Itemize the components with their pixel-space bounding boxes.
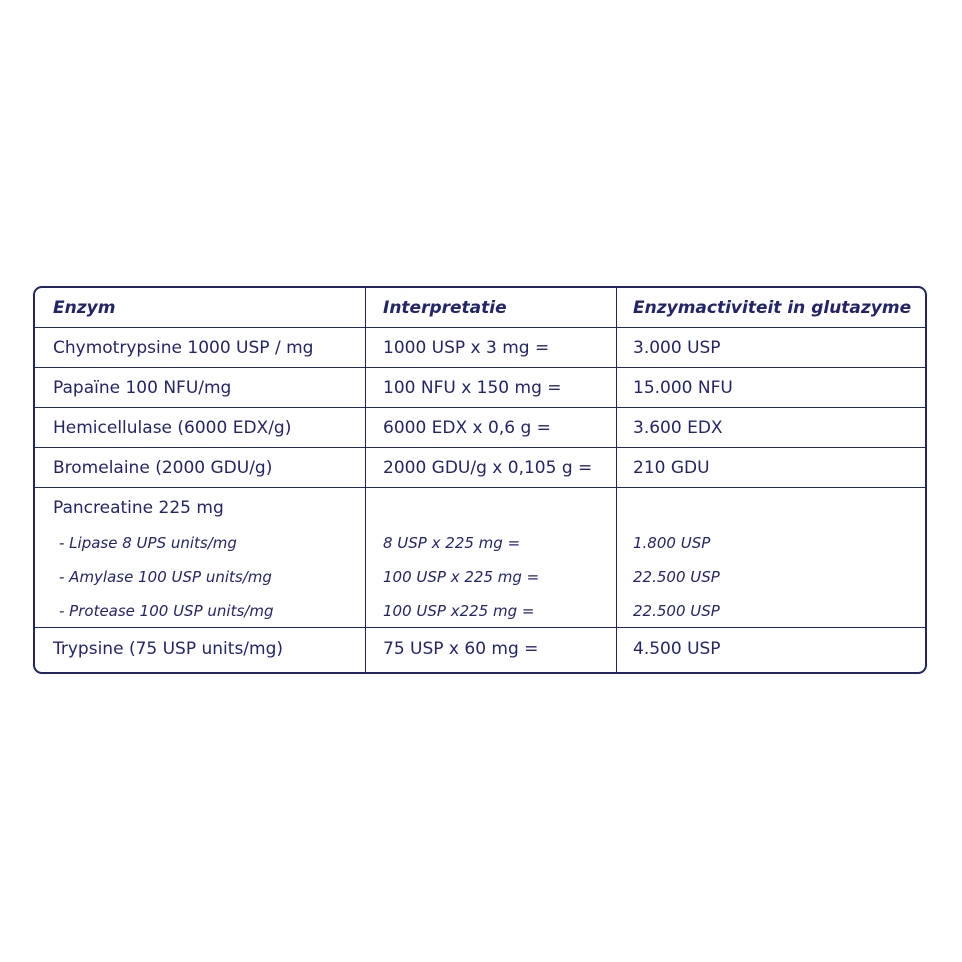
table-row [35,328,925,368]
header-interpretatie: Interpretatie [383,298,507,318]
table-row [35,448,925,488]
cell-activiteit: 3.000 USP [633,338,721,358]
cell-interpretatie: 2000 GDU/g x 0,105 g = [383,458,593,478]
cell-interpretatie: 75 USP x 60 mg = [383,639,539,659]
group-title: Pancreatine 225 mg [53,498,224,518]
cell-interpretatie: 6000 EDX x 0,6 g = [383,418,551,438]
subrow-interpretatie: 8 USP x 225 mg = [383,534,521,552]
table-header-row [35,288,925,328]
cell-enzym: Bromelaine (2000 GDU/g) [53,458,273,478]
header-enzymactiviteit: Enzymactiviteit in glutazyme [633,298,912,318]
cell-enzym: Papaïne 100 NFU/mg [53,378,232,398]
table-row-group [35,488,925,628]
subrow-enzym: - Amylase 100 USP units/mg [59,568,272,586]
cell-activiteit: 15.000 NFU [633,378,733,398]
cell-activiteit: 210 GDU [633,458,710,478]
subrow-activiteit: 22.500 USP [633,568,720,586]
subrow-enzym: - Protease 100 USP units/mg [59,602,274,620]
table-row [35,408,925,448]
cell-activiteit: 4.500 USP [633,639,721,659]
subrow-interpretatie: 100 USP x225 mg = [383,602,535,620]
cell-enzym: Trypsine (75 USP units/mg) [53,639,284,659]
cell-activiteit: 3.600 EDX [633,418,723,438]
table-row [35,368,925,408]
cell-enzym: Hemicellulase (6000 EDX/g) [53,418,292,438]
table-row [35,628,925,672]
subrow-enzym: - Lipase 8 UPS units/mg [59,534,237,552]
header-enzym: Enzym [53,298,116,318]
cell-interpretatie: 100 NFU x 150 mg = [383,378,562,398]
subrow-activiteit: 22.500 USP [633,602,720,620]
subrow-interpretatie: 100 USP x 225 mg = [383,568,540,586]
cell-interpretatie: 1000 USP x 3 mg = [383,338,550,358]
cell-enzym: Chymotrypsine 1000 USP / mg [53,338,314,358]
enzyme-table [33,286,927,674]
subrow-activiteit: 1.800 USP [633,534,711,552]
